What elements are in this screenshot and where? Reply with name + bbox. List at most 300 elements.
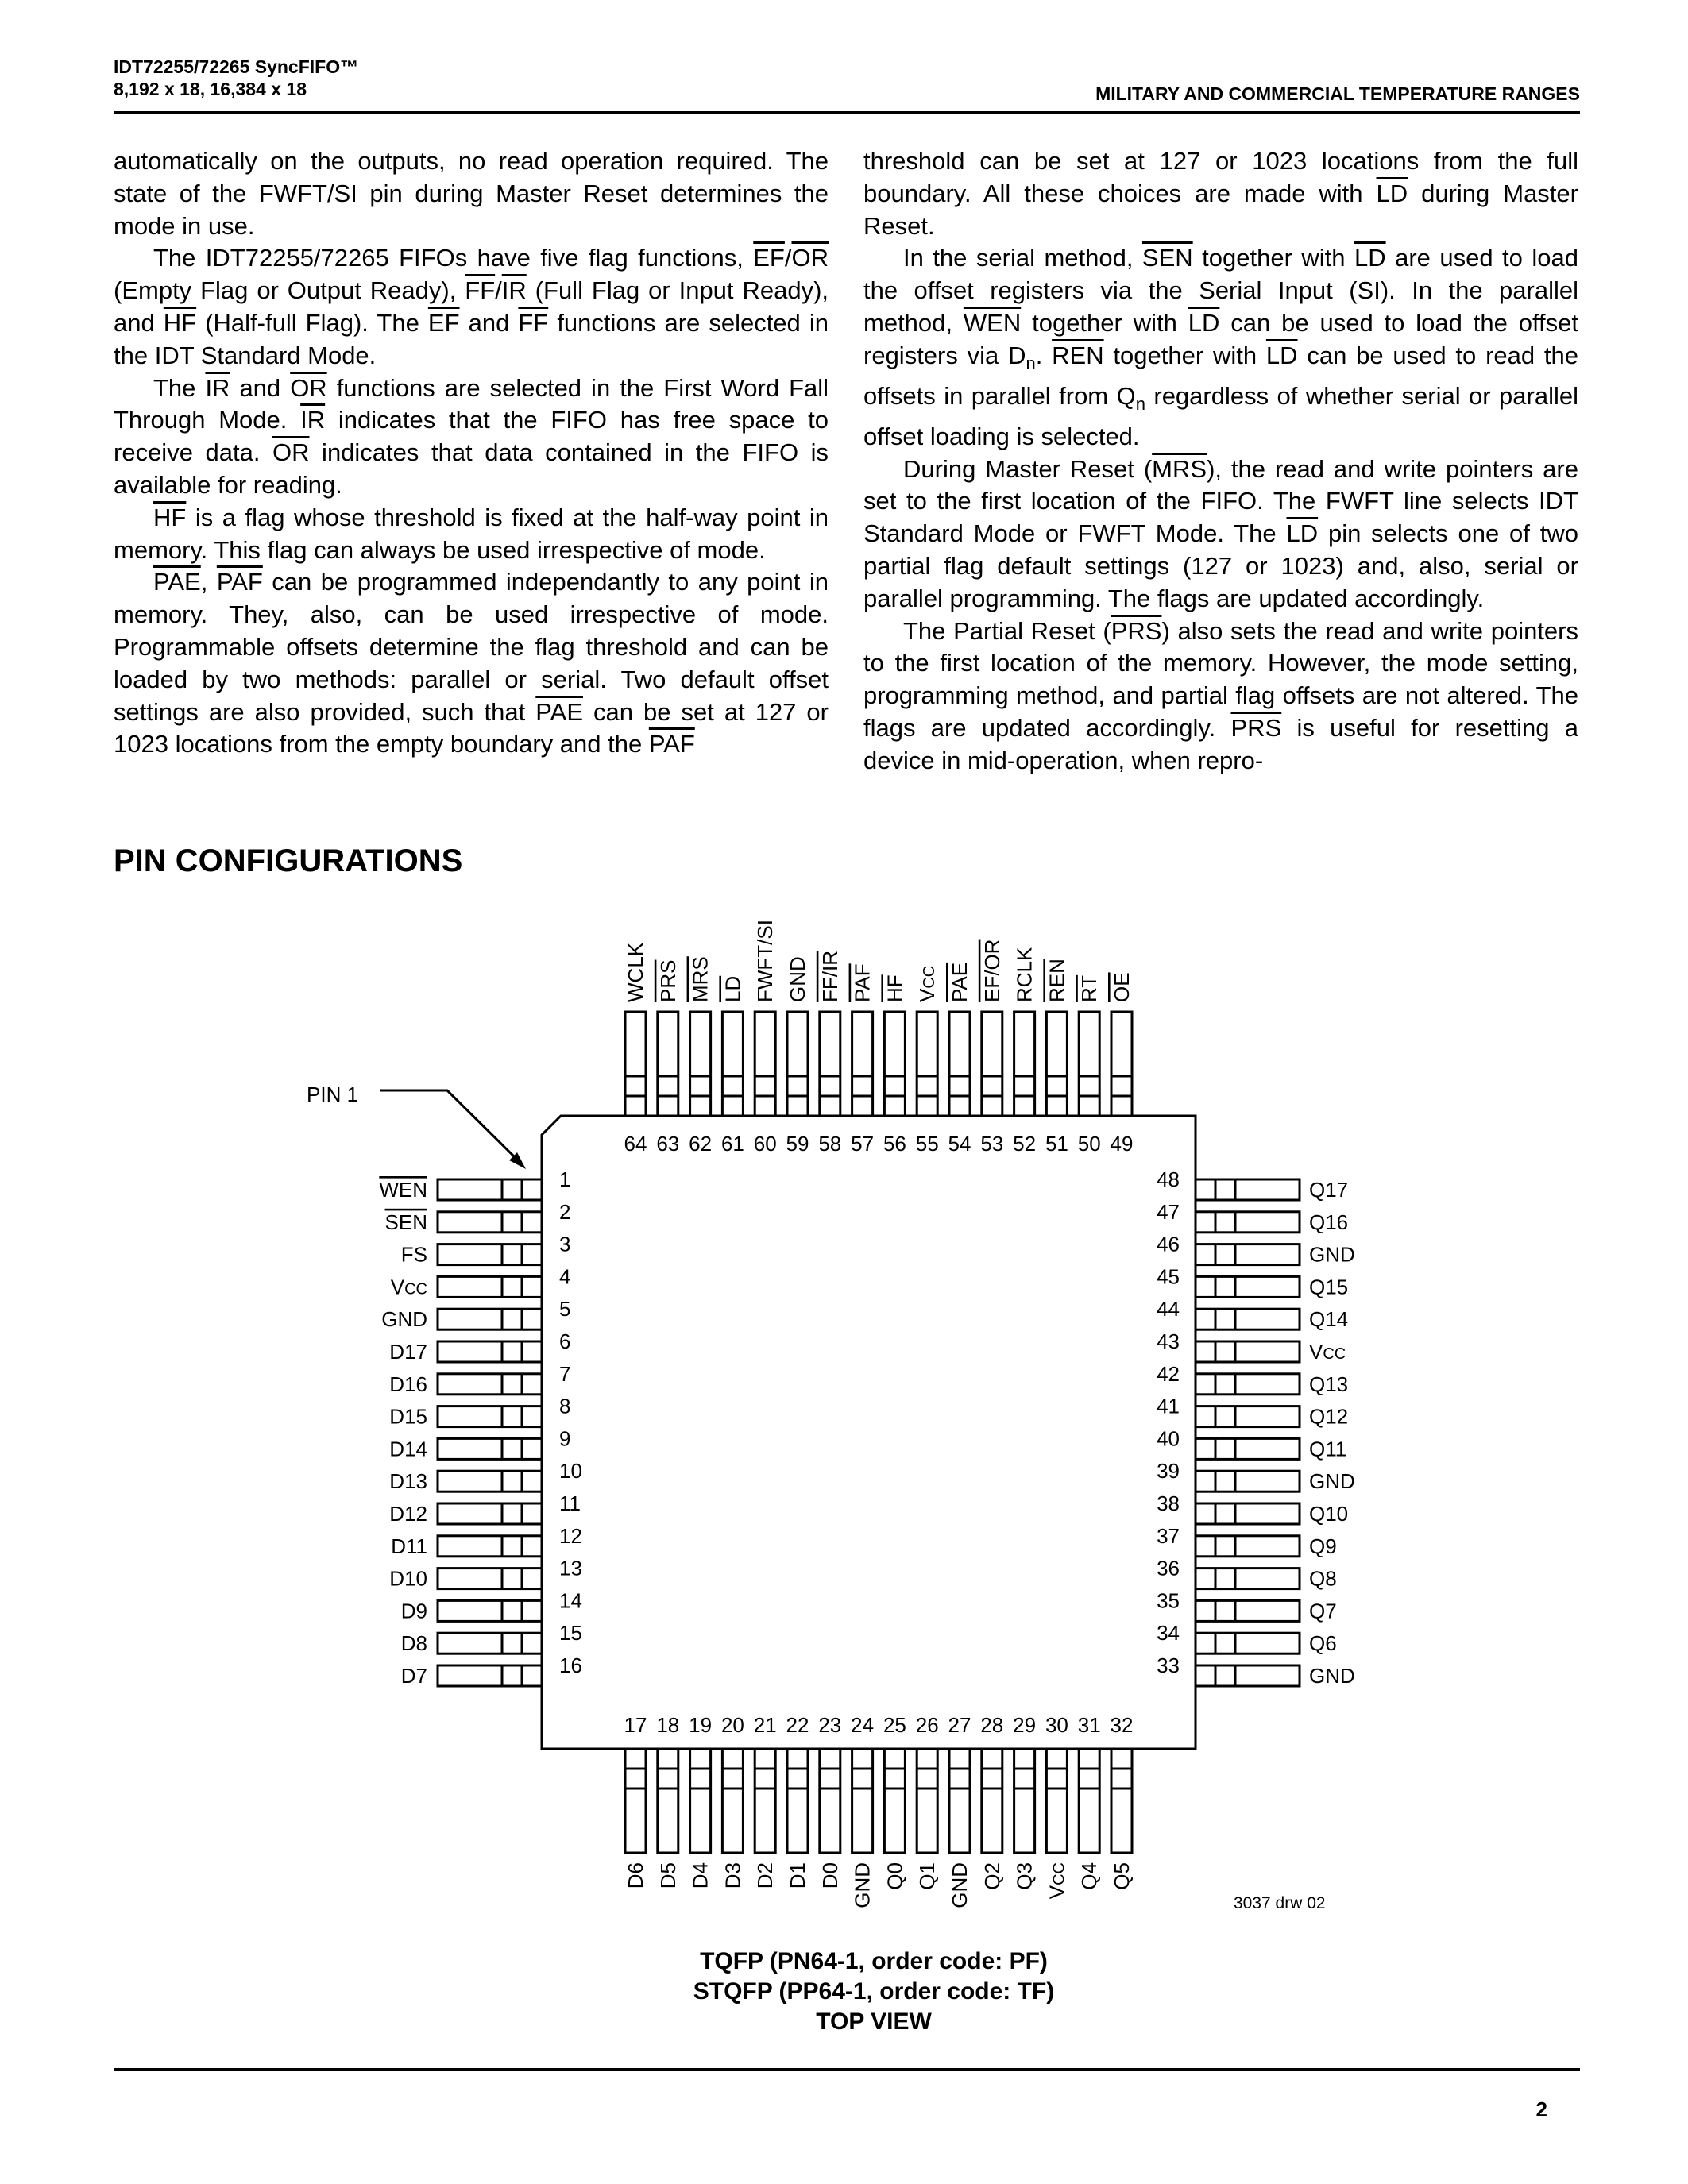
pin-lead xyxy=(917,1012,937,1116)
signal-name: $\overline{PRS}$ xyxy=(1230,713,1282,742)
pin-15 xyxy=(401,1621,582,1655)
pin-lead xyxy=(1196,1438,1300,1459)
pin-lead xyxy=(1196,1536,1300,1557)
pin-14 xyxy=(401,1588,582,1623)
pin-number: 55 xyxy=(915,1132,939,1156)
pin-label: WCLK xyxy=(624,942,647,1002)
caption-tqfp: TQFP (PN64-1, order code: PF) xyxy=(700,1948,1048,1974)
pin-number: 11 xyxy=(559,1491,581,1515)
pin-label xyxy=(1045,1862,1068,1899)
pin-number: 9 xyxy=(559,1426,571,1451)
pin-lead xyxy=(438,1471,542,1491)
pin-number: 57 xyxy=(851,1132,875,1156)
pin-number: 56 xyxy=(883,1132,906,1156)
pin-number: 59 xyxy=(786,1132,809,1156)
pin-39 xyxy=(1157,1459,1355,1493)
text-run: The Partial Reset ( xyxy=(903,616,1111,645)
pin-label: D10 xyxy=(389,1566,427,1591)
pin-label: Q1 xyxy=(915,1862,940,1890)
pin-number: 30 xyxy=(1045,1713,1068,1737)
pin-58 xyxy=(818,951,842,1156)
signal-name: $\overline{REN}$ xyxy=(1052,341,1104,369)
text-run: n xyxy=(1135,393,1145,414)
pin-number: 13 xyxy=(559,1556,582,1580)
pin-number: 39 xyxy=(1157,1459,1180,1484)
pin-lead xyxy=(1196,1276,1300,1297)
pin-41 xyxy=(1157,1395,1348,1429)
pin-number: 28 xyxy=(980,1713,1004,1737)
pin-24 xyxy=(851,1713,875,1908)
text-run: threshold can be set at 127 or 1023 locations from the full boundary. All these choices are made with xyxy=(863,147,1578,207)
top-pin-row xyxy=(624,920,1134,1156)
pin-lead xyxy=(1111,1012,1132,1116)
text-run: During Master Reset ( xyxy=(903,454,1153,483)
pin-label: GND xyxy=(1309,1664,1355,1688)
pin-number: 40 xyxy=(1157,1426,1180,1451)
pin-number: 34 xyxy=(1157,1621,1180,1646)
pin-number: 38 xyxy=(1157,1491,1180,1515)
pin-47 xyxy=(1157,1200,1348,1234)
pin-51 xyxy=(1045,959,1068,1156)
pin-55 xyxy=(915,966,939,1156)
pin-57 xyxy=(851,963,875,1156)
text-run: automatically on the outputs, no read operation required. The state of the FWFT/SI pin during Master Reset determines the mode in use. xyxy=(114,147,829,240)
pin-number: 37 xyxy=(1157,1523,1180,1548)
pin-29 xyxy=(1013,1713,1037,1890)
pin-10 xyxy=(389,1459,582,1493)
text-run: is a flag whose threshold is fixed at the half-way point in memory. This flag can always be used irrespective of mode. xyxy=(114,503,829,564)
pin-lead xyxy=(438,1503,542,1524)
pin-62 xyxy=(689,956,713,1156)
pin-label: D7 xyxy=(400,1664,427,1688)
text-run: can be programmed independantly to any point in memory. They, also, can be used irrespective of mode. Programmable offsets determine the flag threshold and can be loaded by two methods: parallel or serial. Two default offset settings are also provided, such that xyxy=(114,568,829,726)
text-run: during Master Reset. xyxy=(863,179,1578,240)
pin-label: PAF xyxy=(850,963,875,1002)
text-run: ) also sets the read and write pointers to the first location of the memory. However, the mode setting, programming method, and partial flag offsets are not altered. The flags are updated accordingly. xyxy=(863,616,1578,742)
pin-54 xyxy=(948,963,971,1156)
text-run: n xyxy=(1026,353,1036,373)
pin-lead xyxy=(438,1341,542,1362)
text-run: (Half-full Flag). The xyxy=(196,308,428,337)
pin-number: 25 xyxy=(883,1713,906,1737)
pin-label: Q6 xyxy=(1309,1631,1337,1656)
text-run: and xyxy=(459,308,519,337)
pin-lead xyxy=(820,1749,840,1853)
pin-label: HF xyxy=(883,974,907,1002)
pin-lead xyxy=(949,1012,970,1116)
pin-label: D0 xyxy=(817,1862,842,1889)
pin-number: 46 xyxy=(1157,1232,1180,1256)
pin-44 xyxy=(1157,1297,1348,1331)
pin-lead xyxy=(1196,1341,1300,1362)
pin-number: 31 xyxy=(1077,1713,1101,1737)
pin-lead xyxy=(438,1438,542,1459)
pin-label: Q15 xyxy=(1309,1275,1349,1299)
pin-lead xyxy=(1196,1665,1300,1686)
pin-50 xyxy=(1077,975,1101,1156)
caption-top-view: TOP VIEW xyxy=(816,2008,932,2035)
signal-name: $\overline{FF}$ xyxy=(518,308,549,337)
pin-label: D15 xyxy=(389,1404,427,1429)
pin-label: Q2 xyxy=(979,1862,1004,1890)
pin-number: 18 xyxy=(656,1713,680,1737)
pin-label: RCLK xyxy=(1012,947,1037,1002)
package-caption xyxy=(556,1947,1192,2037)
pin-lead xyxy=(438,1374,542,1395)
pin-label: Q11 xyxy=(1309,1437,1347,1461)
pin-label: MRS xyxy=(688,956,713,1002)
pin-number: 64 xyxy=(624,1132,647,1156)
pin-32 xyxy=(1110,1713,1134,1890)
pin-52 xyxy=(1013,947,1037,1156)
pin-label: SEN xyxy=(384,1210,427,1234)
signal-name: $\overline{LD}$ xyxy=(1265,341,1298,369)
text-run: functions are selected in the IDT Standard Mode. xyxy=(114,308,829,369)
pin-label-cc: CC xyxy=(1323,1345,1346,1363)
pin-label: D9 xyxy=(400,1599,427,1623)
pin-number: 20 xyxy=(720,1713,744,1737)
pin-label-cc: CC xyxy=(404,1280,427,1298)
pin-lead xyxy=(1111,1749,1132,1853)
pin-64 xyxy=(624,942,647,1156)
text-run: (Full Flag or Input Ready), and xyxy=(114,276,829,337)
signal-name: $\overline{SEN}$ xyxy=(1141,244,1193,272)
text-run: In the serial method, xyxy=(903,244,1142,272)
text-run: indicates that data contained in the FIFO is available for reading. xyxy=(114,438,829,499)
pin-label-v: V xyxy=(1309,1340,1323,1364)
signal-name: $\overline{PAE}$ xyxy=(153,568,201,596)
signal-name: $\overline{MRS}$ xyxy=(1152,454,1207,483)
pin-lead xyxy=(1196,1633,1300,1653)
pin-label: D6 xyxy=(624,1862,647,1889)
pin-45 xyxy=(1157,1264,1348,1298)
pin-label: Q0 xyxy=(883,1862,907,1890)
pin-25 xyxy=(883,1713,906,1890)
pin-label: Q3 xyxy=(1012,1862,1037,1890)
pin-56 xyxy=(883,974,906,1156)
signal-name: $\overline{HF}$ xyxy=(163,308,197,337)
text-run: functions are selected in the First Word Fall Through Mode. xyxy=(114,373,829,434)
signal-name: $\overline{OR}$ xyxy=(272,438,310,467)
signal-name: $\overline{LD}$ xyxy=(1188,308,1220,337)
pin-number: 23 xyxy=(818,1713,842,1737)
pin-label-cc: CC xyxy=(1050,1862,1068,1885)
pin-17 xyxy=(624,1713,647,1889)
pin-label: GND xyxy=(948,1862,971,1908)
pin-lead xyxy=(722,1749,743,1853)
pin-38 xyxy=(1157,1491,1348,1526)
pin-number: 2 xyxy=(559,1199,571,1224)
pin-lead xyxy=(884,1012,905,1116)
pin-lead xyxy=(690,1012,711,1116)
signal-name: $\overline{LD}$ xyxy=(1286,519,1319,548)
pin-31 xyxy=(1077,1713,1101,1890)
pin-number: 27 xyxy=(948,1713,971,1737)
pin-42 xyxy=(1157,1362,1348,1396)
pin-label: FS xyxy=(400,1242,427,1267)
text-run: are used to load the offset registers via the Serial Input (SI). In the parallel method, xyxy=(863,244,1578,337)
pin-number: 63 xyxy=(656,1132,680,1156)
pin-label: D17 xyxy=(389,1340,427,1364)
pin-label: Q13 xyxy=(1309,1372,1349,1396)
text-run: , xyxy=(200,568,217,596)
pin-label: Q5 xyxy=(1110,1862,1134,1890)
pin-lead xyxy=(1196,1471,1300,1491)
pin-number: 10 xyxy=(559,1459,582,1484)
package-outline xyxy=(542,1116,1196,1749)
pin-lead xyxy=(438,1665,542,1686)
pin-label: D8 xyxy=(400,1631,427,1656)
pin-number: 17 xyxy=(624,1713,647,1737)
text-run: regardless of whether serial or parallel offset loading is selected. xyxy=(863,381,1578,450)
pin-number: 21 xyxy=(753,1713,777,1737)
pin-35 xyxy=(1157,1588,1337,1623)
pin-label: PAE xyxy=(948,962,971,1002)
pin-number: 52 xyxy=(1013,1132,1037,1156)
signal-name: $\overline{PAE}$ xyxy=(535,697,583,726)
footer-rule xyxy=(114,2068,1580,2071)
pin-7 xyxy=(389,1362,570,1396)
pin-49 xyxy=(1110,972,1134,1156)
signal-name: $\overline{PRS}$ xyxy=(1111,616,1162,645)
pin-number: 51 xyxy=(1045,1132,1068,1156)
signal-name: $\overline{WEN}$ xyxy=(963,308,1022,337)
package-body xyxy=(542,1116,1196,1749)
pin-label: GND xyxy=(1309,1242,1355,1267)
pin-61 xyxy=(720,976,744,1156)
pin-label: GND xyxy=(1309,1469,1355,1494)
pin-number: 54 xyxy=(948,1132,971,1156)
pin-43 xyxy=(1157,1329,1346,1364)
pin-lead xyxy=(852,1012,873,1116)
text-run: is useful for resetting a device in mid-operation, when repro- xyxy=(863,713,1578,774)
signal-name: $\overline{IR}$ xyxy=(501,276,527,305)
pin-lead xyxy=(787,1749,808,1853)
signal-name: $\overline{FF}$ xyxy=(465,276,496,305)
pin-16 xyxy=(401,1653,582,1688)
pin-lead xyxy=(690,1749,711,1853)
pin-label: GND xyxy=(381,1307,427,1332)
pin-12 xyxy=(391,1524,582,1558)
text-run: together with xyxy=(1021,308,1188,337)
pin-lead xyxy=(438,1569,542,1589)
pin-lead xyxy=(625,1012,646,1116)
pin-label: D4 xyxy=(688,1862,713,1889)
pin-label: Q12 xyxy=(1309,1404,1349,1429)
pin-number: 48 xyxy=(1157,1167,1180,1191)
pin-number: 53 xyxy=(980,1132,1004,1156)
pin-28 xyxy=(980,1713,1004,1890)
pin-label: Q10 xyxy=(1309,1502,1349,1526)
text-run: (Empty Flag or Output Ready), xyxy=(114,276,465,305)
pin1-pointer-line xyxy=(380,1090,517,1160)
pin-label: OE xyxy=(1110,972,1134,1002)
text-run: can be set at 127 or 1023 locations from the empty boundary and the xyxy=(114,697,829,758)
pin-34 xyxy=(1157,1621,1337,1655)
pin-4 xyxy=(391,1264,571,1298)
pin-lead xyxy=(438,1244,542,1265)
pin-label-v: V xyxy=(1045,1885,1069,1900)
pin-lead xyxy=(1196,1374,1300,1395)
text-run: . xyxy=(1035,341,1053,369)
pin-label: FF/IR xyxy=(817,951,842,1002)
pin-lead xyxy=(982,1749,1002,1853)
pin-label: REN xyxy=(1045,959,1069,1002)
pin-label-v: V xyxy=(390,1275,405,1299)
pin-37 xyxy=(1157,1524,1337,1558)
pin-number: 15 xyxy=(559,1621,582,1646)
pin-number: 26 xyxy=(915,1713,939,1737)
pin-36 xyxy=(1157,1557,1337,1591)
pin-lead xyxy=(1014,1012,1035,1116)
pin1-indicator xyxy=(307,1082,526,1169)
pin-21 xyxy=(753,1713,777,1889)
part-organization: 8,192 x 18, 16,384 x 18 xyxy=(114,79,307,99)
text-run: / xyxy=(784,244,792,272)
pin-9 xyxy=(389,1426,570,1461)
pin-label: RT xyxy=(1077,974,1102,1002)
pin-label xyxy=(915,966,939,1002)
pin-lead xyxy=(1196,1212,1300,1233)
pin-lead xyxy=(1196,1406,1300,1427)
text-run: / xyxy=(495,276,502,305)
signal-name: $\overline{PAF}$ xyxy=(216,568,263,596)
signal-name: $\overline{EF}$ xyxy=(753,244,785,272)
pin-label: D11 xyxy=(391,1534,427,1558)
pin-lead xyxy=(1046,1012,1067,1116)
pin-lead xyxy=(1196,1244,1300,1265)
pin-33 xyxy=(1157,1653,1355,1688)
pin-label xyxy=(1309,1340,1346,1364)
pin-number: 3 xyxy=(559,1232,571,1256)
pin-number: 1 xyxy=(559,1167,571,1191)
pin-number: 42 xyxy=(1157,1361,1180,1386)
text-run: pin selects one of two partial flag default settings (127 or 1023) and, also, serial or parallel programming. The flags are updated accordingly. xyxy=(863,519,1578,612)
pin-lead xyxy=(1196,1179,1300,1200)
pin-number: 6 xyxy=(559,1329,571,1353)
pin-lead xyxy=(438,1179,542,1200)
pin-lead xyxy=(438,1406,542,1427)
pin-60 xyxy=(753,920,777,1156)
pin-40 xyxy=(1157,1426,1346,1461)
pin-8 xyxy=(389,1395,570,1429)
pin-lead xyxy=(438,1633,542,1653)
pin-label: Q16 xyxy=(1309,1210,1349,1234)
signal-name: $\overline{OR}$ xyxy=(290,373,327,402)
signal-name: $\overline{LD}$ xyxy=(1354,244,1386,272)
pin-label: Q8 xyxy=(1309,1566,1337,1591)
pin-label: PRS xyxy=(655,959,680,1002)
pin-lead xyxy=(884,1749,905,1853)
pin-lead xyxy=(755,1749,775,1853)
pin-number: 62 xyxy=(689,1132,713,1156)
signal-name: $\overline{PAF}$ xyxy=(648,730,695,758)
pin-63 xyxy=(656,960,680,1156)
pin-label: D16 xyxy=(389,1372,427,1396)
pin-label: D5 xyxy=(655,1862,680,1889)
pin-number: 7 xyxy=(559,1361,571,1386)
pin-label xyxy=(391,1275,427,1298)
pin-number: 4 xyxy=(559,1264,571,1289)
pin-label: Q9 xyxy=(1309,1534,1337,1558)
text-run: The xyxy=(153,373,206,402)
pin-label: FWFT/SI xyxy=(753,920,778,1002)
pin-label: D2 xyxy=(753,1862,778,1889)
pin-lead xyxy=(658,1749,678,1853)
signal-name: $\overline{EF}$ xyxy=(427,308,460,337)
pin-18 xyxy=(656,1713,680,1889)
pin-lead xyxy=(949,1749,970,1853)
pin-number: 29 xyxy=(1013,1713,1037,1737)
pin-number: 8 xyxy=(559,1394,571,1418)
pin-20 xyxy=(720,1713,744,1889)
text-run: The IDT72255/72265 FIFOs have five flag functions, xyxy=(153,244,754,272)
pin-lead xyxy=(982,1012,1002,1116)
pin-number: 33 xyxy=(1157,1653,1180,1677)
pin-label: LD xyxy=(720,975,745,1002)
text-run: and xyxy=(230,373,291,402)
caption-stqfp: STQFP (PP64-1, order code: TF) xyxy=(693,1978,1055,2005)
pin-lead xyxy=(820,1012,840,1116)
pin-lead xyxy=(625,1749,646,1853)
pin-number: 44 xyxy=(1157,1297,1180,1322)
pin-number: 16 xyxy=(559,1653,582,1677)
pin-lead xyxy=(1079,1012,1099,1116)
pin1-label: PIN 1 xyxy=(307,1082,359,1106)
signal-name: $\overline{IR}$ xyxy=(205,373,230,402)
section-title: PIN CONFIGURATIONS xyxy=(114,843,463,878)
pin-lead xyxy=(1196,1503,1300,1524)
pin-23 xyxy=(818,1713,842,1889)
pin-lead xyxy=(438,1212,542,1233)
pin-label: Q7 xyxy=(1309,1599,1337,1623)
pin-lead xyxy=(1196,1309,1300,1329)
pin-number: 22 xyxy=(786,1713,809,1737)
pin-number: 58 xyxy=(818,1132,842,1156)
pin-lead xyxy=(1196,1600,1300,1621)
pin-lead xyxy=(438,1600,542,1621)
pin-number: 5 xyxy=(559,1297,571,1322)
pin-label-v: V xyxy=(915,988,940,1002)
left-pin-row xyxy=(379,1167,582,1688)
pin-lead xyxy=(438,1276,542,1297)
pin-label: D12 xyxy=(389,1502,427,1526)
pin-lead xyxy=(438,1309,542,1329)
pin-label: EF/OR xyxy=(979,939,1004,1002)
pin-label: WEN xyxy=(379,1178,427,1202)
right-pin-row xyxy=(1157,1167,1355,1688)
pin-22 xyxy=(786,1713,809,1889)
pin-number: 35 xyxy=(1157,1588,1180,1613)
pin-number: 47 xyxy=(1157,1199,1180,1224)
pin-lead xyxy=(438,1536,542,1557)
pin-6 xyxy=(389,1329,570,1364)
pin-number: 43 xyxy=(1157,1329,1180,1353)
pin-label: D14 xyxy=(389,1437,427,1461)
text-run: ), the read and write pointers are set to the first location of the FIFO. The FWFT line selects IDT Standard Mode or FWFT Mode. The xyxy=(863,454,1578,548)
pin-lead xyxy=(1046,1749,1067,1853)
pin-lead xyxy=(1014,1749,1035,1853)
pin-59 xyxy=(786,956,809,1156)
pin-number: 50 xyxy=(1077,1132,1101,1156)
signal-name: $\overline{IR}$ xyxy=(300,406,326,434)
pin-number: 32 xyxy=(1110,1713,1134,1737)
pin-19 xyxy=(689,1713,713,1889)
temperature-range-heading: MILITARY AND COMMERCIAL TEMPERATURE RANGES xyxy=(1095,83,1580,104)
pin-27 xyxy=(948,1713,971,1908)
pin-lead xyxy=(852,1749,873,1853)
pin-label: D13 xyxy=(389,1469,427,1494)
